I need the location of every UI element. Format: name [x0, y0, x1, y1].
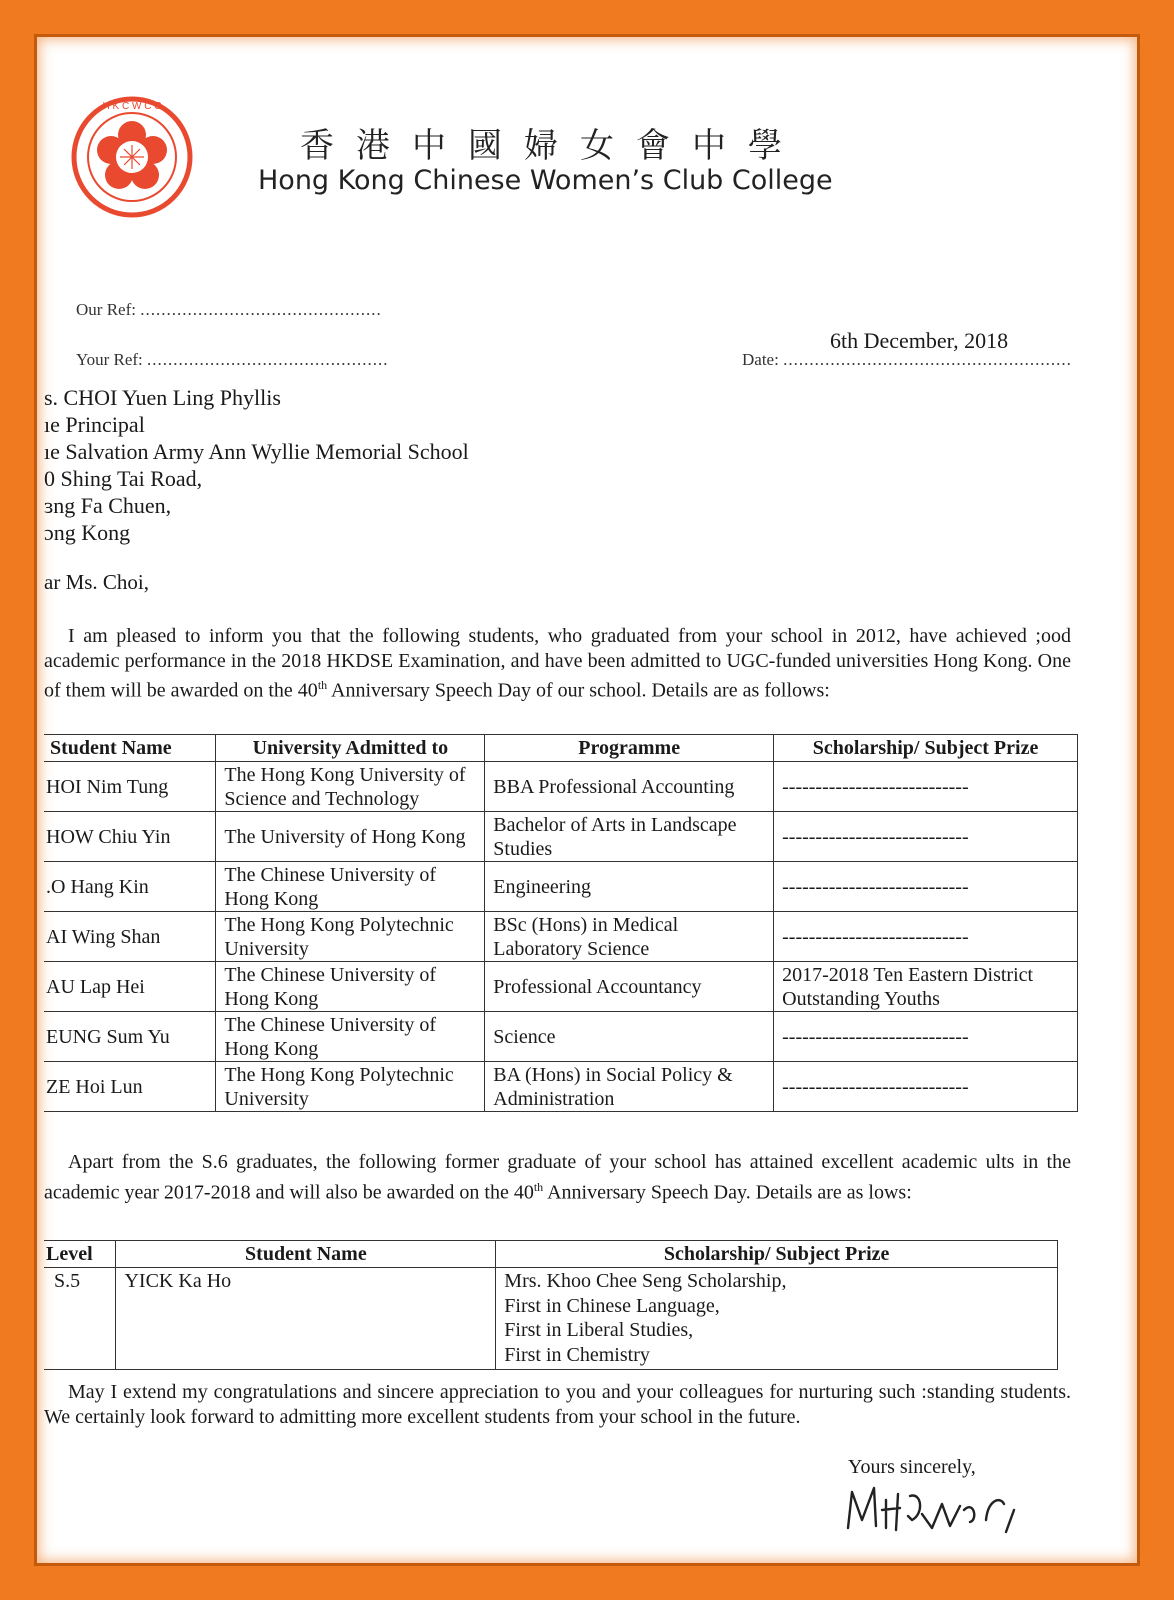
- logo-lettering: H K C W C C: [102, 101, 162, 112]
- your-ref-label: Your Ref:: [76, 350, 143, 369]
- header-prize: Scholarship/ Subject Prize: [774, 735, 1078, 762]
- closing-phrase: Yours sincerely,: [848, 1456, 976, 1478]
- header-level: Level: [44, 1241, 116, 1268]
- table-row: AI Wing Shan The Hong Kong Polytechnic University BSc (Hons) in Medical Laboratory Science ----------------------------: [44, 912, 1078, 962]
- prize-line: First in Chemistry: [504, 1343, 650, 1366]
- intro-paragraph: I am pleased to inform you that the following students, who graduated from your school in 2012, have achieved ;ood academic performance in the 2018 HKDSE Examination, and have been admitted to UGC-funded universities Hong Kong. One of them will be awarded on the 40th Anniversary Speech Day of our school. Details are as follows:: [44, 625, 1071, 702]
- address-line: ıe Principal: [44, 412, 145, 437]
- school-name-chinese: 香港中國婦女會中學: [300, 126, 804, 166]
- table-row: AU Lap Hei The Chinese University of Hong Kong Professional Accountancy 2017-2018 Ten Eastern District Outstanding Youths: [44, 962, 1078, 1012]
- our-ref-label: Our Ref:: [76, 300, 136, 319]
- school-name-english: Hong Kong Chinese Women’s Club College: [258, 165, 833, 196]
- former-graduate-paragraph: Apart from the S.6 graduates, the following former graduate of your school has attained excellent academic ults in the academic year 2017-2018 and will also be awarded on the 40th Anniversary Speech Day. Details are as lows:: [44, 1151, 1071, 1204]
- address-line: ɜng Fa Chuen,: [44, 493, 172, 518]
- table-row: [44, 1268, 1058, 1370]
- table-row: HOW Chiu Yin The University of Hong Kong Bachelor of Arts in Landscape Studies ----------------------------: [44, 812, 1078, 862]
- our-ref: Our Ref: ..............................................: [76, 300, 382, 319]
- signature: [838, 1470, 1048, 1540]
- address-line: 0 Shing Tai Road,: [44, 466, 203, 491]
- table-header-row: [44, 1241, 1058, 1268]
- date-label: Date:: [742, 350, 779, 369]
- your-ref: Your Ref: ..............................................: [76, 350, 389, 369]
- date-line: Date: .......................................................: [742, 350, 1072, 369]
- table-row: .O Hang Kin The Chinese University of Hong Kong Engineering ----------------------------: [44, 862, 1078, 912]
- table-row: HOI Nim Tung The Hong Kong University of Science and Technology BBA Professional Accounting ----------------------------: [44, 762, 1078, 812]
- table-row: EUNG Sum Yu The Chinese University of Hong Kong Science ----------------------------: [44, 1012, 1078, 1062]
- graduates-table: [44, 734, 1078, 1112]
- student-cell: YICK Ka Ho: [116, 1268, 496, 1370]
- header-prize: Scholarship/ Subject Prize: [496, 1241, 1058, 1268]
- level-cell: S.5: [44, 1268, 116, 1370]
- header-programme: Programme: [485, 735, 774, 762]
- header-university: University Admitted to: [216, 735, 485, 762]
- closing-paragraph: May I extend my congratulations and sincere appreciation to you and your colleagues for nurturing such :standing students. We certainly look forward to admitting more excellent students from your school in the future.: [44, 1381, 1071, 1428]
- header-student-name: Student Name: [116, 1241, 496, 1268]
- recipient-address: [44, 384, 469, 546]
- school-logo: [70, 95, 194, 219]
- date-value: 6th December, 2018: [830, 328, 1009, 353]
- prize-line: Mrs. Khoo Chee Seng Scholarship,: [504, 1270, 787, 1292]
- header-student-name: Student Name: [44, 735, 216, 762]
- prize-cell: [496, 1268, 1058, 1370]
- table-header-row: [44, 735, 1078, 762]
- former-graduate-table: [44, 1240, 1058, 1370]
- address-line: s. CHOI Yuen Ling Phyllis: [44, 385, 281, 410]
- table-row: ZE Hoi Lun The Hong Kong Polytechnic University BA (Hons) in Social Policy & Administration ----------------------------: [44, 1062, 1078, 1112]
- address-line: ɔng Kong: [44, 520, 131, 545]
- address-line: ıe Salvation Army Ann Wyllie Memorial School: [44, 439, 469, 464]
- prize-line: First in Liberal Studies,: [504, 1319, 694, 1341]
- salutation: ar Ms. Choi,: [44, 570, 149, 594]
- prize-line: First in Chinese Language,: [504, 1294, 720, 1317]
